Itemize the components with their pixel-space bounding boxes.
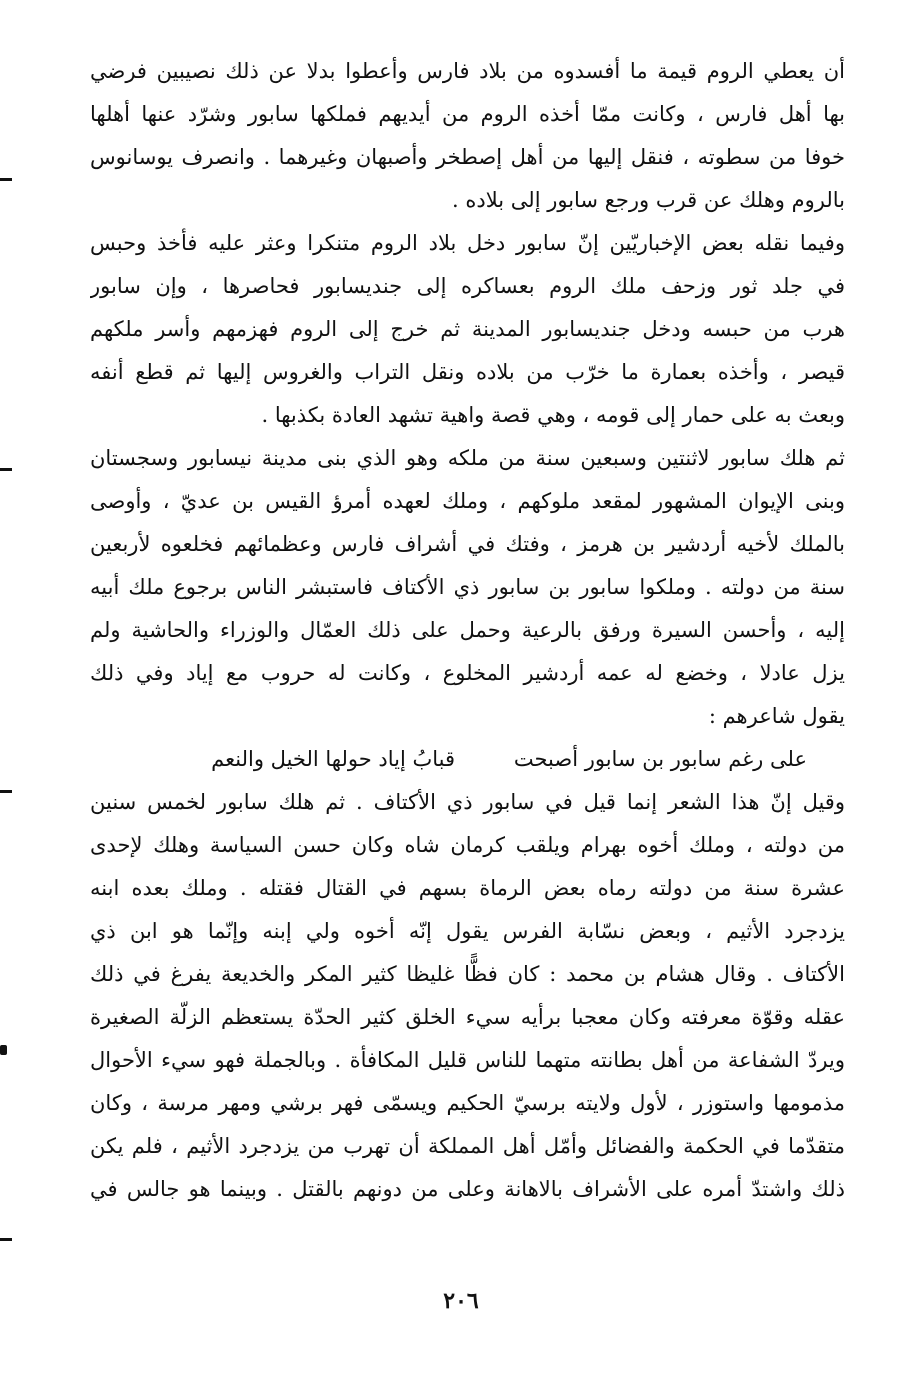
text-line: يزدجرد الأثيم ، وبعض نسّابة الفرس يقول إنّه أخوه ولي إبنه وإنّما هو ابن ذي (90, 919, 845, 943)
margin-scan-mark (0, 468, 12, 471)
text-line: بالملك لأخيه أردشير بن هرمز ، وفتك في أشراف فارس وعظمائهم فخلعوه لأربعين (90, 532, 845, 556)
text-line: الأكتاف . وقال هشام بن محمد : كان فظًّا غليظا كثير المكر والخديعة يفرغ في ذلك (90, 962, 845, 986)
text-line: ثم هلك سابور لاثنتين وسبعين سنة من ملكه وهو الذي بنى مدينة نيسابور وسجستان (90, 446, 845, 470)
text-line: ويردّ الشفاعة من أهل بطانته متهما للناس قليل المكافأة . وبالجملة فهو سيء الأحوال (90, 1048, 845, 1072)
text-line: هرب من حبسه ودخل جنديسابور المدينة ثم خرج إلى الروم فهزمهم وأسر ملكهم (90, 317, 845, 341)
verse-second-hemistich: قبابُ إياد حولها الخيل والنعم (211, 747, 455, 771)
text-line: من دولته ، وملك أخوه بهرام ويلقب كرمان شاه وكان حسن السياسة وهلك لإحدى (90, 833, 845, 857)
margin-scan-mark (0, 178, 12, 181)
text-line: يزل عادلا ، وخضع له عمه أردشير المخلوع ، وكانت له حروب مع إياد وفي ذلك (90, 661, 845, 685)
text-line: وقيل إنّ هذا الشعر إنما قيل في سابور ذي الأكتاف . ثم هلك سابور لخمس سنين (90, 790, 845, 814)
text-line: إليه ، وأحسن السيرة ورفق بالرعية وحمل على ذلك العمّال والوزراء والحاشية ولم (90, 618, 845, 642)
text-line: عشرة سنة من دولته رماه بعض الرماة بسهم في القتال فقتله . وملك بعده ابنه (90, 876, 845, 900)
margin-scan-mark (0, 1045, 7, 1055)
text-line: وفيما نقله بعض الإخباريّين إنّ سابور دخل بلاد الروم متنكرا وعثر عليه فأخذ وحبس (90, 231, 845, 255)
text-line: خوفا من سطوته ، فنقل إليها من أهل إصطخر وأصبهان وغيرهما . وانصرف يوسانوس (90, 145, 845, 169)
text-line: وبنى الإيوان المشهور لمقعد ملوكهم ، وملك لعهده أمرؤ القيس بن عديّ ، وأوصى (90, 489, 845, 513)
text-line: أن يعطي الروم قيمة ما أفسدوه من بلاد فارس وأعطوا بدلا عن ذلك نصيبين فرضي (90, 59, 845, 83)
text-line: عقله وقوّة معرفته وكان معجبا برأيه سيء الخلق كثير الحدّة يستعظم الزلّة الصغيرة (90, 1005, 845, 1029)
text-line: بالروم وهلك عن قرب ورجع سابور إلى بلاده . (452, 188, 845, 212)
poem-verse (90, 738, 845, 781)
body-text (90, 50, 845, 1211)
text-line: سنة من دولته . وملكوا سابور بن سابور ذي الأكتاف فاستبشر الناس برجوع ملك أبيه (90, 575, 845, 599)
margin-scan-mark (0, 790, 12, 793)
text-line: وبعث به على حمار إلى قومه ، وهي قصة واهية تشهد العادة بكذبها . (261, 403, 845, 427)
text-line: ذلك واشتدّ أمره على الأشراف بالاهانة وعلى من دونهم بالقتل . وبينما هو جالس في (90, 1177, 845, 1201)
text-line: مذمومها واستوزر ، لأول ولايته برسيّ الحكيم ويسمّى فهر برشي ومهر مرسة ، وكان (90, 1091, 845, 1115)
text-line: قيصر ، وأخذه بعمارة ما خرّب من بلاده ونقل التراب والغروس إليها ثم قطع أنفه (90, 360, 845, 384)
page-number: ٢٠٦ (443, 1288, 479, 1314)
text-line: يقول شاعرهم : (708, 704, 845, 728)
text-line: في جلد ثور وزحف ملك الروم بعساكره إلى جنديسابور فحاصرها ، وإن سابور (90, 274, 845, 298)
text-line: متقدّما في الحكمة والفضائل وأمّل أهل المملكة أن تهرب من يزدجرد الأثيم ، فلم يكن (90, 1134, 845, 1158)
text-line: بها أهل فارس ، وكانت ممّا أخذه الروم من أيديهم فملكها سابور وشرّد عنها أهلها (90, 102, 845, 126)
margin-scan-mark (0, 1238, 12, 1241)
verse-first-hemistich: على رغم سابور بن سابور أصبحت (513, 747, 807, 771)
